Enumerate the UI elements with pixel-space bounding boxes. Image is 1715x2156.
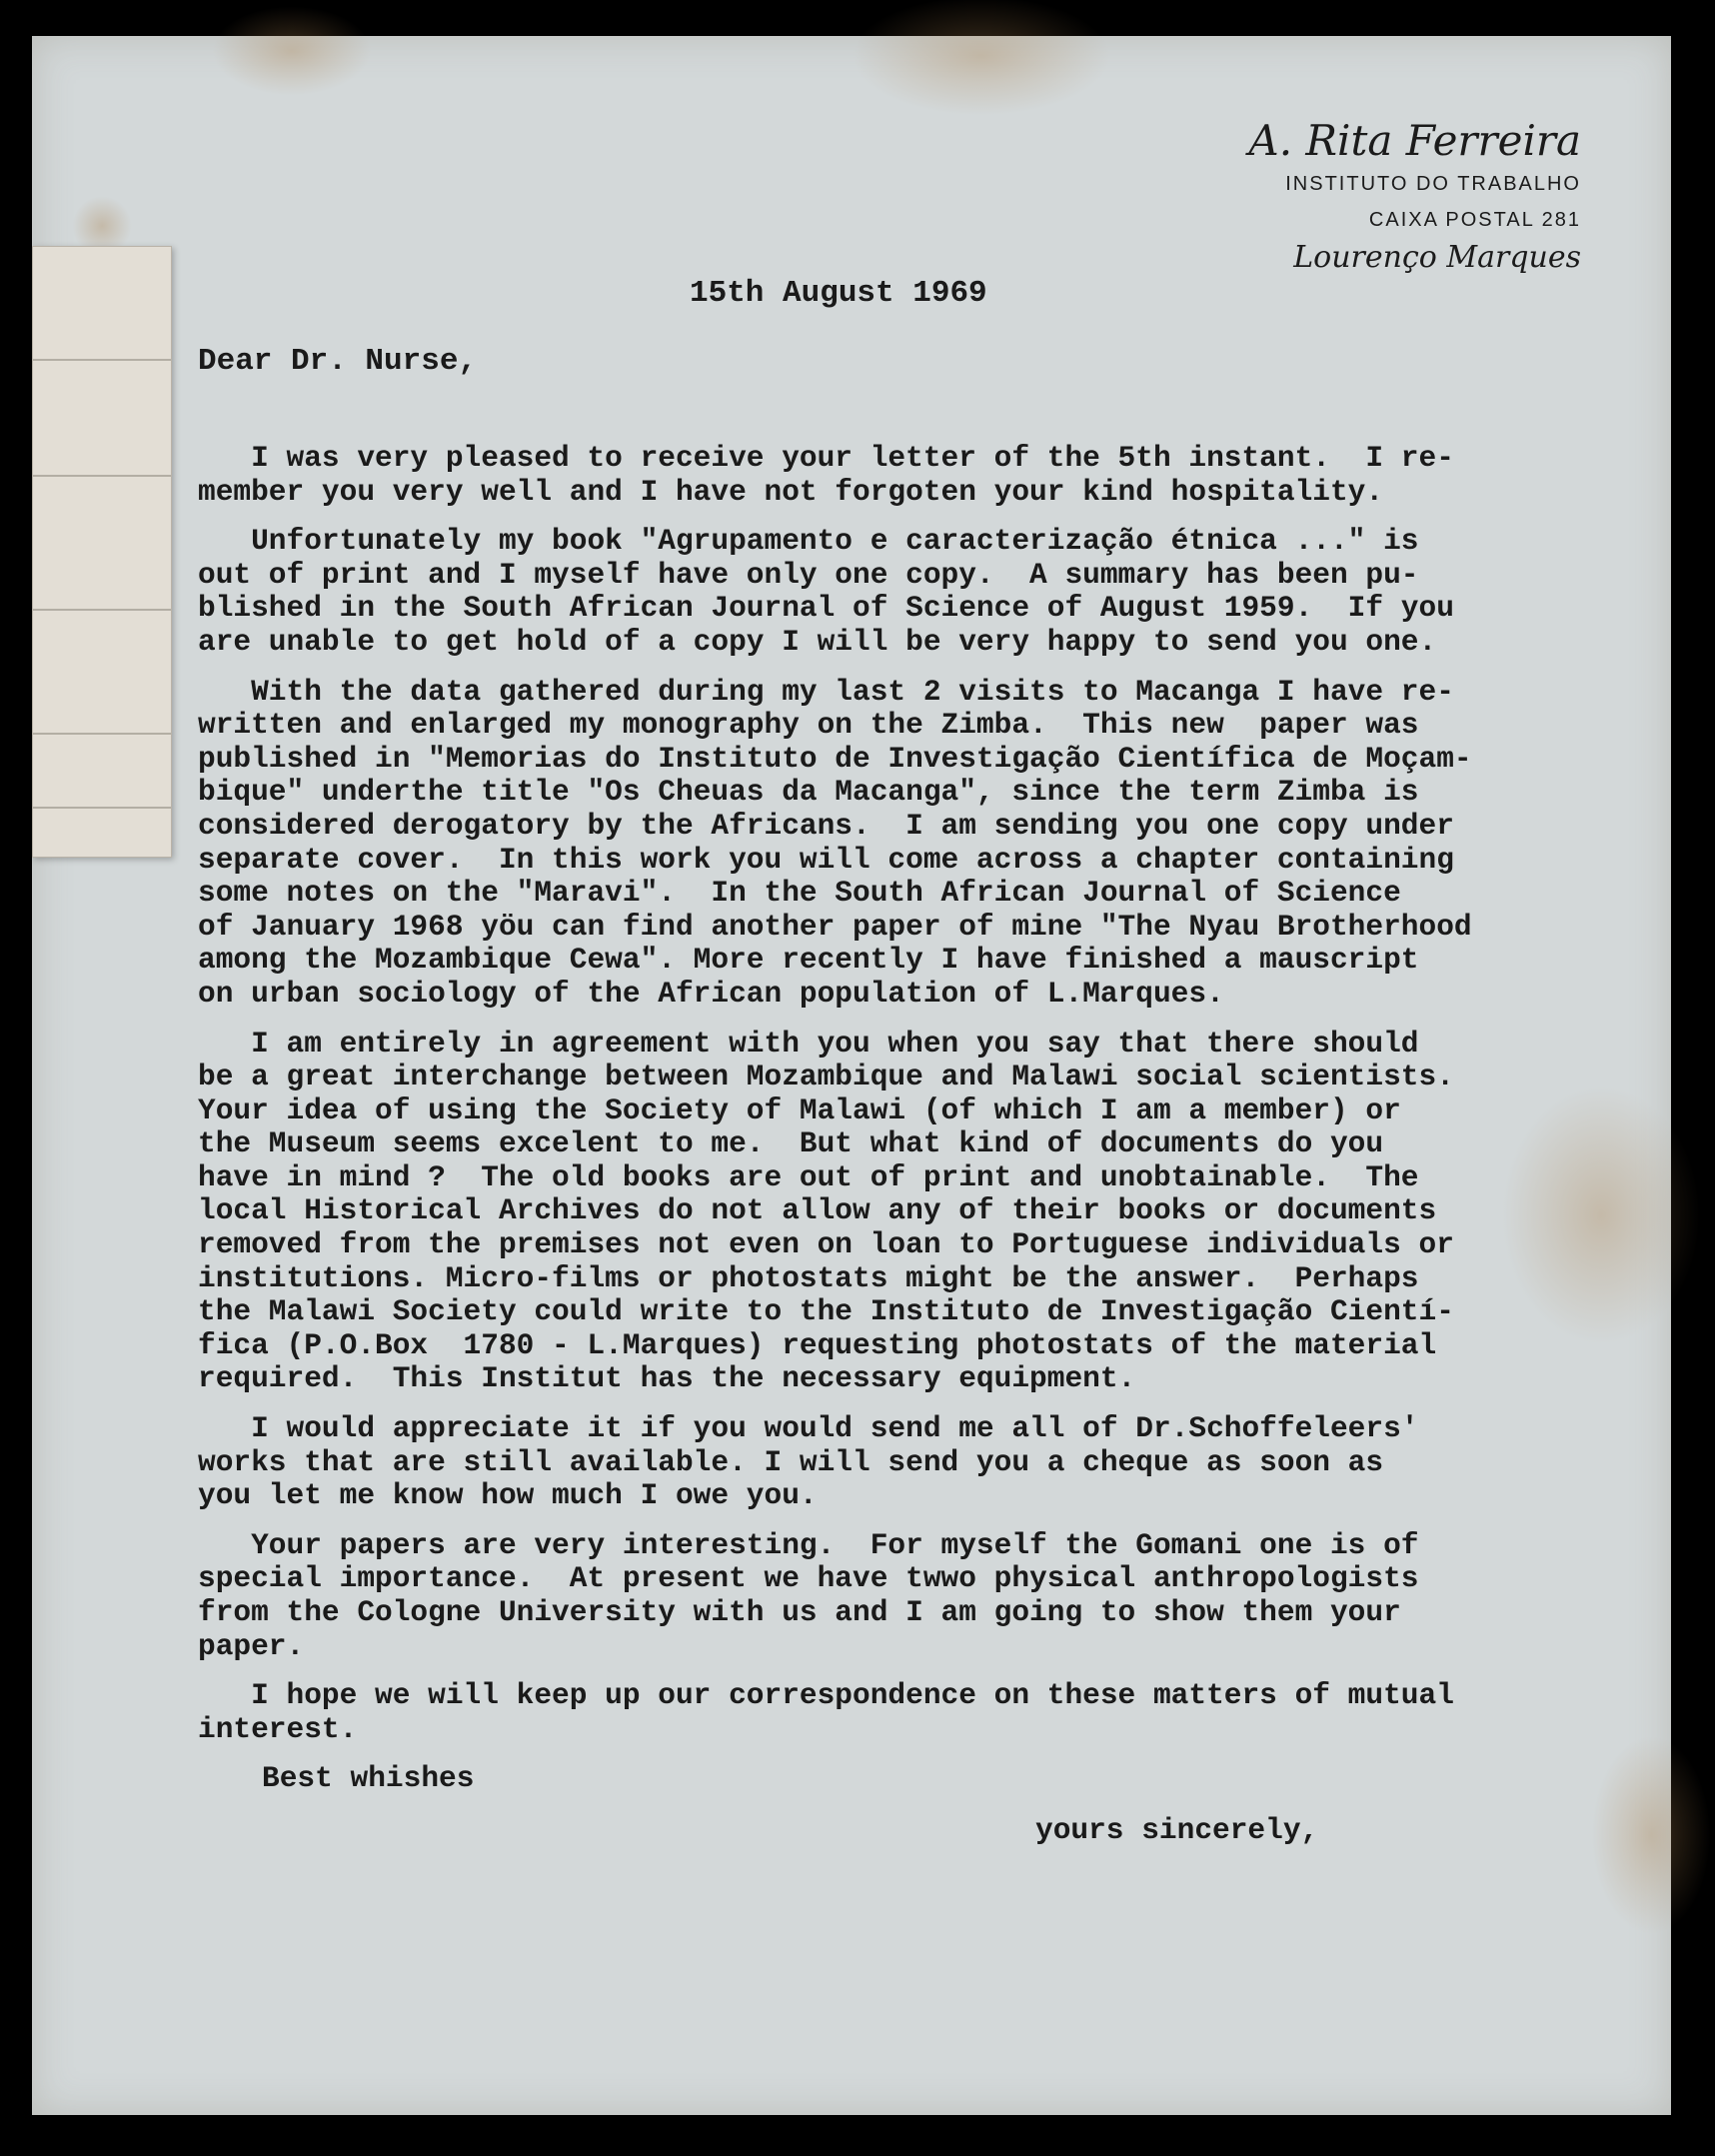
text-line: removed from the premises not even on loan to Portuguese individuals or [198,1227,1454,1262]
letter-date: 15th August 1969 [690,276,987,311]
text-line: special importance. At present we have twwo physical anthropologists [198,1561,1419,1596]
paragraph [198,1529,1667,1663]
salutation: Dear Dr. Nurse, [198,344,478,379]
text-line: I would appreciate it if you would send me all of Dr.Schoffeleers' [198,1411,1419,1446]
letterhead-city: Lourenço Marques [1293,240,1581,275]
letter-body [198,442,1667,1762]
text-line: member you very well and I have not forgoten your kind hospitality. [198,474,1384,509]
letterhead-institute: INSTITUTO DO TRABALHO [1285,173,1581,195]
text-line: published in "Memorias do Instituto de Investigação Científica de Moçam- [198,741,1472,776]
text-line: blished in the South African Journal of Science of August 1959. If you [198,591,1454,626]
paragraph [198,676,1667,1012]
text-line: Your papers are very interesting. For myself the Gomani one is of [198,1527,1419,1562]
text-line: I am entirely in agreement with you when you say that there should [198,1026,1419,1061]
closing-line: Best whishes [262,1761,475,1795]
text-line: works that are still available. I will send you a cheque as soon as [198,1444,1384,1479]
text-line: have in mind ? The old books are out of print and unobtainable. The [198,1159,1419,1194]
text-line: of January 1968 yöu can find another paper of mine "The Nyau Brotherhood [198,909,1472,944]
text-line: fica (P.O.Box 1780 - L.Marques) requesting photostats of the material [198,1327,1437,1362]
text-line: be a great interchange between Mozambique and Malawi social scientists. [198,1060,1454,1094]
text-line: among the Mozambique Cewa". More recently I have finished a mauscript [198,943,1419,978]
paragraph [198,1412,1667,1513]
paragraph [198,1679,1667,1746]
text-line: from the Cologne University with us and I am going to show them your [198,1595,1401,1629]
text-line: paper. [198,1628,305,1663]
text-line: required. This Institut has the necessary equipment. [198,1361,1136,1396]
text-line: written and enlarged my monography on the Zimba. This new paper was [198,708,1419,743]
text-line: the Malawi Society could write to the Instituto de Investigação Cientí- [198,1294,1454,1329]
text-line: out of print and I myself have only one copy. A summary has been pu- [198,557,1419,592]
text-line: separate cover. In this work you will come across a chapter containing [198,842,1454,877]
attached-paper-slip [32,246,172,858]
stain [1591,1735,1711,1935]
text-line: Your idea of using the Society of Malawi (of which I am a member) or [198,1092,1401,1127]
text-line: Unfortunately my book "Agrupamento e caracterização étnica ..." is [198,524,1419,559]
paragraph [198,525,1667,659]
text-line: the Museum seems excelent to me. But what kind of documents do you [198,1126,1384,1161]
text-line: some notes on the "Maravi". In the South African Journal of Science [198,876,1401,911]
text-line: I hope we will keep up our correspondence on these matters of mutual [198,1678,1454,1713]
stain [212,6,372,96]
signoff-line: yours sincerely, [1035,1813,1319,1847]
text-line: considered derogatory by the Africans. I am sending you one copy under [198,808,1454,843]
text-line: I was very pleased to receive your letter of the 5th instant. I re- [198,441,1454,475]
text-line: interest. [198,1711,358,1746]
stain [852,0,1111,116]
letterhead-name: A. Rita Ferreira [1248,116,1581,165]
letterhead-postal: CAIXA POSTAL 281 [1368,209,1581,231]
letterhead [1248,116,1581,278]
text-line: institutions. Micro-films or photostats might be the answer. Perhaps [198,1260,1419,1295]
paragraph [198,442,1667,509]
text-line: are unable to get hold of a copy I will be very happy to send you one. [198,624,1437,659]
text-line: on urban sociology of the African population of L.Marques. [198,976,1224,1011]
text-line: bique" underthe title "Os Cheuas da Macanga", since the term Zimba is [198,775,1419,810]
text-line: you let me know how much I owe you. [198,1478,818,1513]
paragraph [198,1028,1667,1397]
text-line: With the data gathered during my last 2 visits to Macanga I have re- [198,674,1454,709]
text-line: local Historical Archives do not allow any of their books or documents [198,1193,1437,1228]
